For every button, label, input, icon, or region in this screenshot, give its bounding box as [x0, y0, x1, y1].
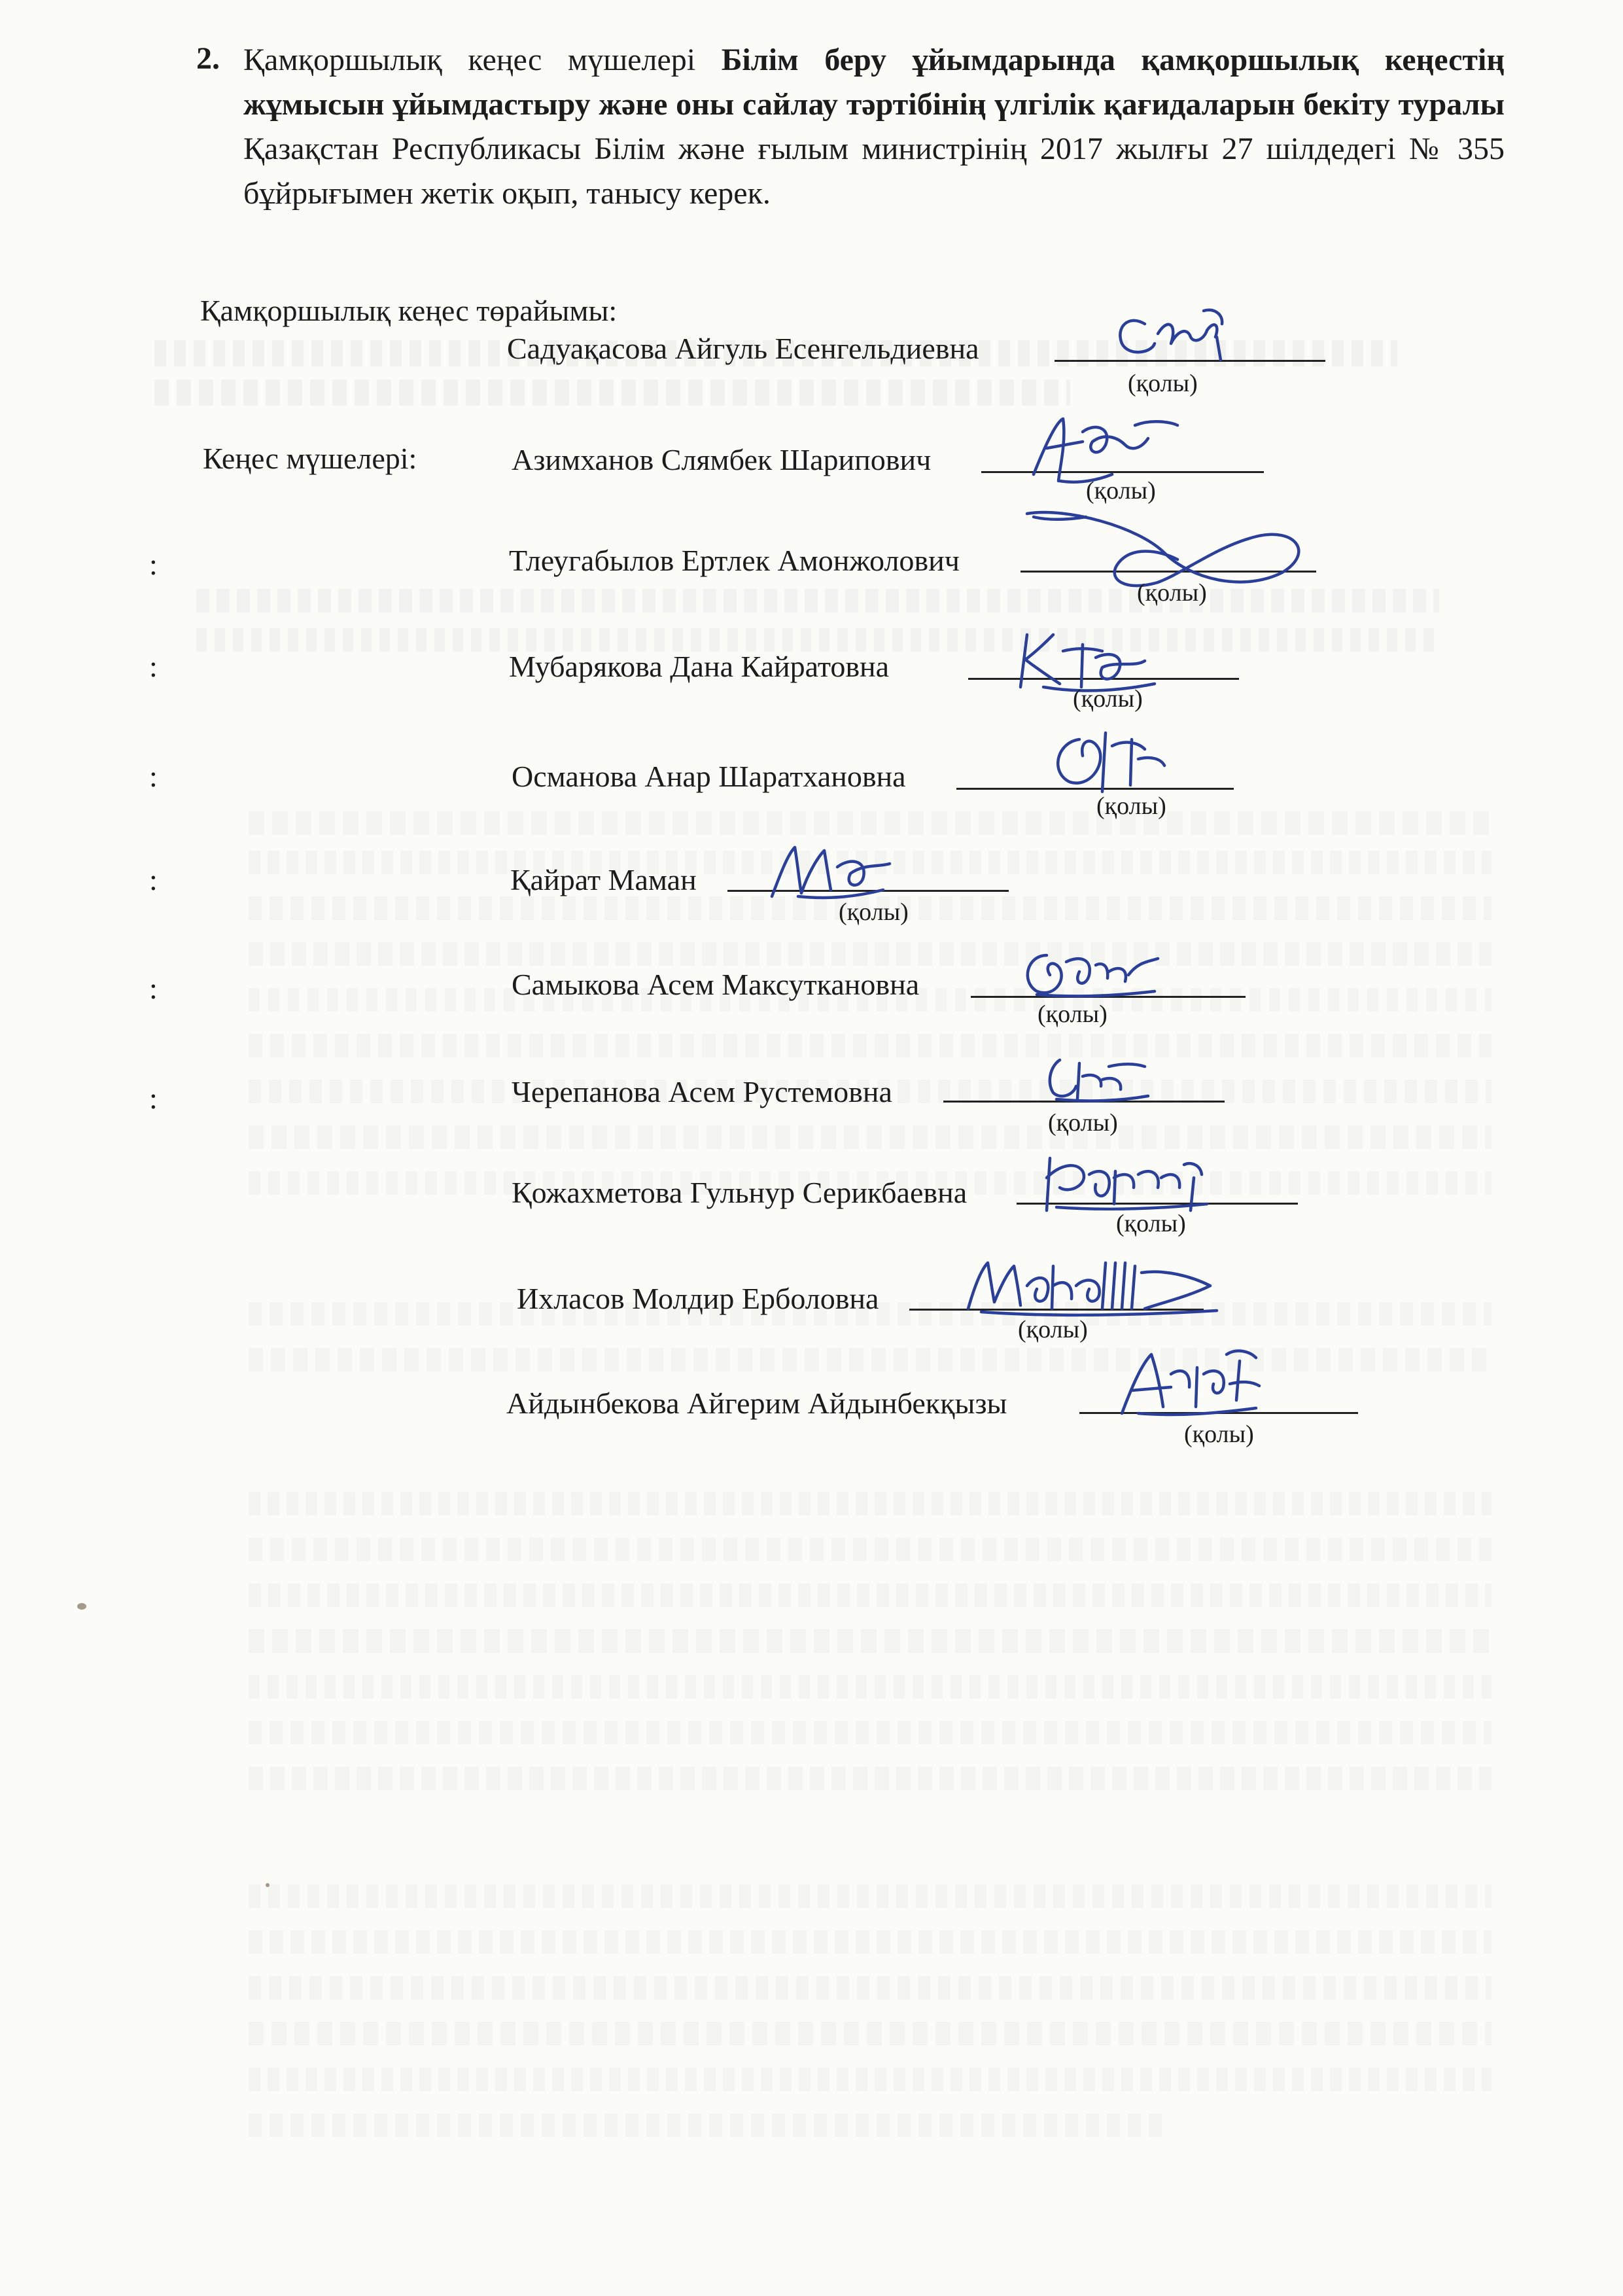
signature-caption: (қолы)	[1086, 477, 1156, 504]
signature-caption: (қолы)	[1048, 1109, 1118, 1137]
item-number: 2.	[196, 41, 220, 76]
signature-caption: (қолы)	[1116, 1210, 1186, 1237]
signature-caption: (қолы)	[1073, 685, 1143, 713]
members-label: Кеңес мүшелері:	[203, 442, 417, 475]
margin-colon: :	[149, 650, 158, 683]
item-text-lead: Қамқоршылық кеңес мүшелері	[243, 43, 696, 77]
item-paragraph	[243, 38, 1505, 216]
margin-colon: :	[149, 863, 158, 896]
signatory-name: Самыкова Асем Максуткановна	[512, 968, 920, 1001]
item-text-tail: Қазақстан Республикасы Білім және ғылым министрінің 2017 жылғы 27 шілдедегі № 355 бұйрығымен жетік оқып, танысу керек.	[243, 132, 1505, 211]
signature-sadu	[1106, 298, 1230, 370]
signature-ikhl	[955, 1246, 1230, 1325]
signatory-name: Ихласов Молдир Ерболовна	[517, 1282, 879, 1315]
signature-caption: (қолы)	[1018, 1316, 1088, 1343]
signature-caption: (қолы)	[1038, 1000, 1108, 1028]
signatory-name: Тлеугабылов Ертлек Амонжолович	[509, 544, 960, 577]
signatory-name: Мубарякова Дана Кайратовна	[509, 650, 890, 683]
signature-caption: (қолы)	[839, 898, 909, 926]
signatory-name: Қайрат Маман	[510, 863, 697, 896]
signatory-name: Османова Анар Шаратхановна	[512, 760, 906, 793]
signatory-name: Садуақасова Айгуль Есенгельдиевна	[507, 332, 979, 365]
margin-colon: :	[149, 548, 158, 581]
item-text-bold: Білім беру ұйымдарында қамқоршылық кеңестің жұмысын ұйымдастыру және оны сайлау тәртібінің үлгілік қағидаларын бекіту туралы	[243, 43, 1505, 122]
signatory-name: Азимханов Слямбек Шарипович	[512, 443, 932, 476]
signature-caption: (қолы)	[1096, 792, 1166, 820]
signature-cherep	[1030, 1047, 1155, 1112]
margin-colon: :	[149, 972, 158, 1005]
chair-label: Қамқоршылық кеңес төрайымы:	[200, 294, 618, 327]
signature-samyk	[1011, 936, 1168, 1008]
signature-caption: (қолы)	[1137, 579, 1207, 607]
signature-aidyn	[1106, 1335, 1269, 1426]
paper-speck	[77, 1603, 86, 1610]
margin-colon: :	[149, 1082, 158, 1115]
signatory-name: Черепанова Асем Рустемовна	[512, 1075, 892, 1108]
signatory-name: Айдынбекова Айгерим Айдынбекқызы	[506, 1386, 1007, 1420]
signatory-name: Қожахметова Гульнур Серикбаевна	[512, 1176, 968, 1209]
signature-caption: (қолы)	[1184, 1421, 1254, 1448]
signature-caption: (қолы)	[1128, 370, 1198, 397]
margin-colon: :	[149, 760, 158, 793]
paper-speck	[266, 1883, 270, 1887]
